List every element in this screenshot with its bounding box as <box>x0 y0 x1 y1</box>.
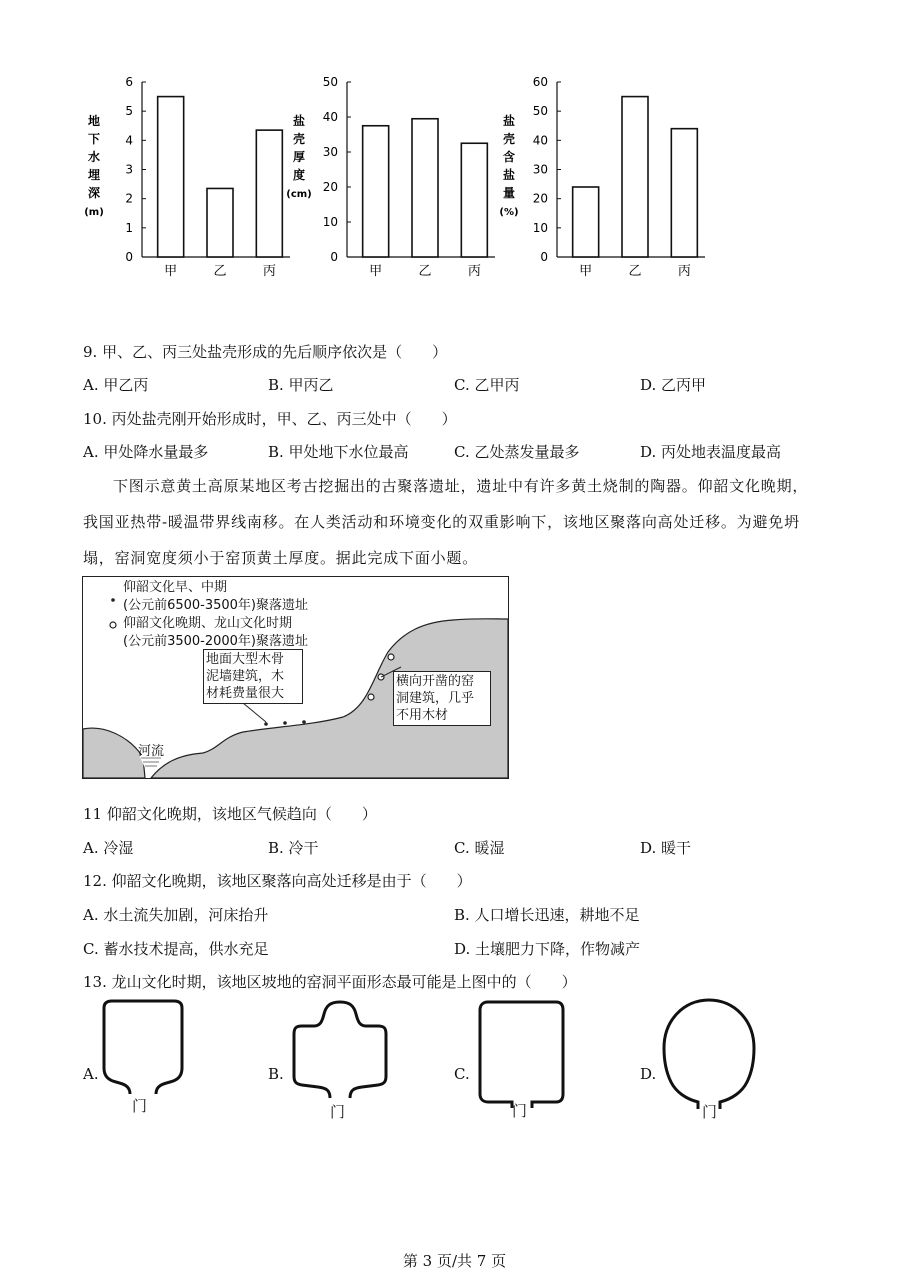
legend-early-2: (公元前6500-3500年)聚落遗址 <box>123 598 309 613</box>
q12-option-b[interactable]: B. 人口增长迅速，耕地不足 <box>454 906 640 924</box>
cave-plan-d-icon[interactable] <box>662 996 757 1111</box>
y-axis-label-char: 深 <box>87 186 101 200</box>
q12-option-c[interactable]: C. 蓄水技术提高，供水充足 <box>83 940 269 958</box>
y-tick-label: 2 <box>125 191 133 206</box>
x-tick-label: 乙 <box>418 264 432 279</box>
q11-option-b[interactable]: B. 冷干 <box>268 839 319 857</box>
y-tick-label: 5 <box>125 104 133 119</box>
cave-dwelling-callout: 横向开凿的窑 洞建筑，几乎 不用木材 <box>393 671 491 726</box>
cave-plan-a-icon[interactable] <box>98 998 188 1108</box>
q13-label-d[interactable]: D. <box>640 1065 657 1083</box>
x-tick-label: 甲 <box>579 264 593 279</box>
wood-building-callout: 地面大型木骨 泥墙建筑，木 材耗费量很大 <box>203 649 303 704</box>
legend-late-1: 仰韶文化晚期、龙山文化时期 <box>123 616 293 631</box>
q9-option-b[interactable]: B. 甲丙乙 <box>268 376 334 394</box>
y-tick-label: 6 <box>125 75 133 89</box>
bar-丙 <box>256 130 282 257</box>
q13-door-b: 门 <box>330 1103 346 1121</box>
y-tick-label: 50 <box>532 104 548 119</box>
y-axis-label-char: (m) <box>84 207 104 218</box>
q9-stem: 9. 甲、乙、丙三处盐壳形成的先后顺序依次是（ ） <box>83 343 448 361</box>
y-tick-label: 1 <box>125 220 133 235</box>
bar-甲 <box>363 126 389 257</box>
y-tick-label: 0 <box>330 250 338 264</box>
q11-option-d[interactable]: D. 暖干 <box>640 839 692 857</box>
x-tick-label: 丙 <box>467 264 481 279</box>
y-tick-label: 30 <box>532 162 548 177</box>
q11-option-a[interactable]: A. 冷湿 <box>83 839 134 857</box>
y-tick-label: 10 <box>532 220 548 235</box>
y-tick-label: 50 <box>322 75 338 89</box>
x-tick-label: 乙 <box>628 264 642 279</box>
y-axis-label-char: 含 <box>502 150 516 164</box>
legend-late-2: (公元前3500-2000年)聚落遗址 <box>123 634 309 649</box>
y-axis-label-char: 盐 <box>502 114 516 128</box>
y-axis-label-char: 厚 <box>292 150 306 164</box>
q11-option-c[interactable]: C. 暖湿 <box>454 839 505 857</box>
passage-line-3: 塌，窑洞宽度须小于窑顶黄土厚度。据此完成下面小题。 <box>83 549 479 567</box>
y-axis-label-char: 下 <box>87 132 101 146</box>
x-tick-label: 丙 <box>262 264 276 279</box>
y-tick-label: 30 <box>322 145 338 159</box>
q13-stem: 13. 龙山文化时期，该地区坡地的窑洞平面形态最可能是上图中的（ ） <box>83 973 577 991</box>
x-tick-label: 丙 <box>677 264 691 279</box>
bar-乙 <box>412 119 438 257</box>
q12-option-a[interactable]: A. 水土流失加剧，河床抬升 <box>83 906 269 924</box>
y-axis-label-char: 地 <box>87 114 101 128</box>
q10-stem: 10. 丙处盐壳刚开始形成时，甲、乙、丙三处中（ ） <box>83 410 457 428</box>
y-tick-label: 0 <box>125 250 133 264</box>
passage-line-2: 我国亚热带-暖温带界线南移。在人类活动和环境变化的双重影响下，该地区聚落向高处迁移。为避免坍 <box>83 513 800 531</box>
q10-option-c[interactable]: C. 乙处蒸发量最多 <box>454 443 580 461</box>
y-axis-label-char: 盐 <box>292 114 306 128</box>
legend <box>123 579 308 651</box>
y-tick-label: 40 <box>532 133 548 148</box>
y-axis-label-char: 壳 <box>502 132 516 146</box>
q13-label-c[interactable]: C. <box>454 1065 470 1083</box>
salt-crust-thickness-chart <box>285 70 505 285</box>
cave-plan-c-icon[interactable] <box>476 998 566 1108</box>
q10-option-a[interactable]: A. 甲处降水量最多 <box>83 443 209 461</box>
y-axis-label-char: 度 <box>292 168 306 182</box>
bar-甲 <box>573 187 599 257</box>
salt-content-chart <box>495 70 715 285</box>
early-settlement-legend-icon <box>111 598 115 602</box>
bar-乙 <box>207 188 233 257</box>
q13-label-a[interactable]: A. <box>83 1065 99 1083</box>
bar-丙 <box>671 129 697 257</box>
q9-option-a[interactable]: A. 甲乙丙 <box>83 376 149 394</box>
passage <box>83 468 813 576</box>
q13-door-c: 门 <box>512 1102 528 1120</box>
q9-option-d[interactable]: D. 乙丙甲 <box>640 376 707 394</box>
q11-stem: 11 仰韶文化晚期，该地区气候趋向（ ） <box>83 805 377 823</box>
late-settlement-legend-icon <box>110 622 116 628</box>
y-tick-label: 3 <box>125 162 133 177</box>
q12-stem: 12. 仰韶文化晚期，该地区聚落向高处迁移是由于（ ） <box>83 872 472 890</box>
q13-label-b[interactable]: B. <box>268 1065 284 1083</box>
y-tick-label: 60 <box>532 75 548 89</box>
river-label: 河流 <box>138 744 165 759</box>
q13-door-d: 门 <box>702 1103 718 1121</box>
x-tick-label: 甲 <box>164 264 178 279</box>
x-tick-label: 乙 <box>213 264 227 279</box>
groundwater-depth-chart <box>80 70 300 285</box>
q10-option-b[interactable]: B. 甲处地下水位最高 <box>268 443 409 461</box>
y-tick-label: 0 <box>540 250 548 264</box>
y-axis-label-char: (cm) <box>286 189 312 200</box>
bar-丙 <box>461 143 487 257</box>
passage-line-1: 下图示意黄土高原某地区考古挖掘出的古聚落遗址，遗址中有许多黄土烧制的陶器。仰韶文化晚期， <box>113 477 809 495</box>
y-axis-label-char: (%) <box>499 207 519 218</box>
q13-door-a: 门 <box>132 1097 148 1115</box>
bar-甲 <box>158 97 184 257</box>
y-axis-label-char: 壳 <box>292 132 306 146</box>
q12-option-d[interactable]: D. 土壤肥力下降，作物减产 <box>454 940 641 958</box>
bar-乙 <box>622 97 648 257</box>
y-axis-label-char: 水 <box>87 150 101 164</box>
page-number: 第 3 页/共 7 页 <box>402 1252 507 1270</box>
y-axis-label-char: 量 <box>502 186 516 200</box>
y-axis-label-char: 埋 <box>87 168 101 182</box>
legend-early-1: 仰韶文化早、中期 <box>123 580 228 595</box>
x-tick-label: 甲 <box>369 264 383 279</box>
y-tick-label: 20 <box>532 191 548 206</box>
q9-option-c[interactable]: C. 乙甲丙 <box>454 376 520 394</box>
y-tick-label: 40 <box>322 110 338 124</box>
q10-option-d[interactable]: D. 丙处地表温度最高 <box>640 443 782 461</box>
cave-plan-b-icon[interactable] <box>290 998 390 1110</box>
y-tick-label: 4 <box>125 133 133 148</box>
settlement-diagram <box>82 576 509 779</box>
y-tick-label: 20 <box>322 180 338 194</box>
y-tick-label: 10 <box>322 215 338 229</box>
y-axis-label-char: 盐 <box>502 168 516 182</box>
